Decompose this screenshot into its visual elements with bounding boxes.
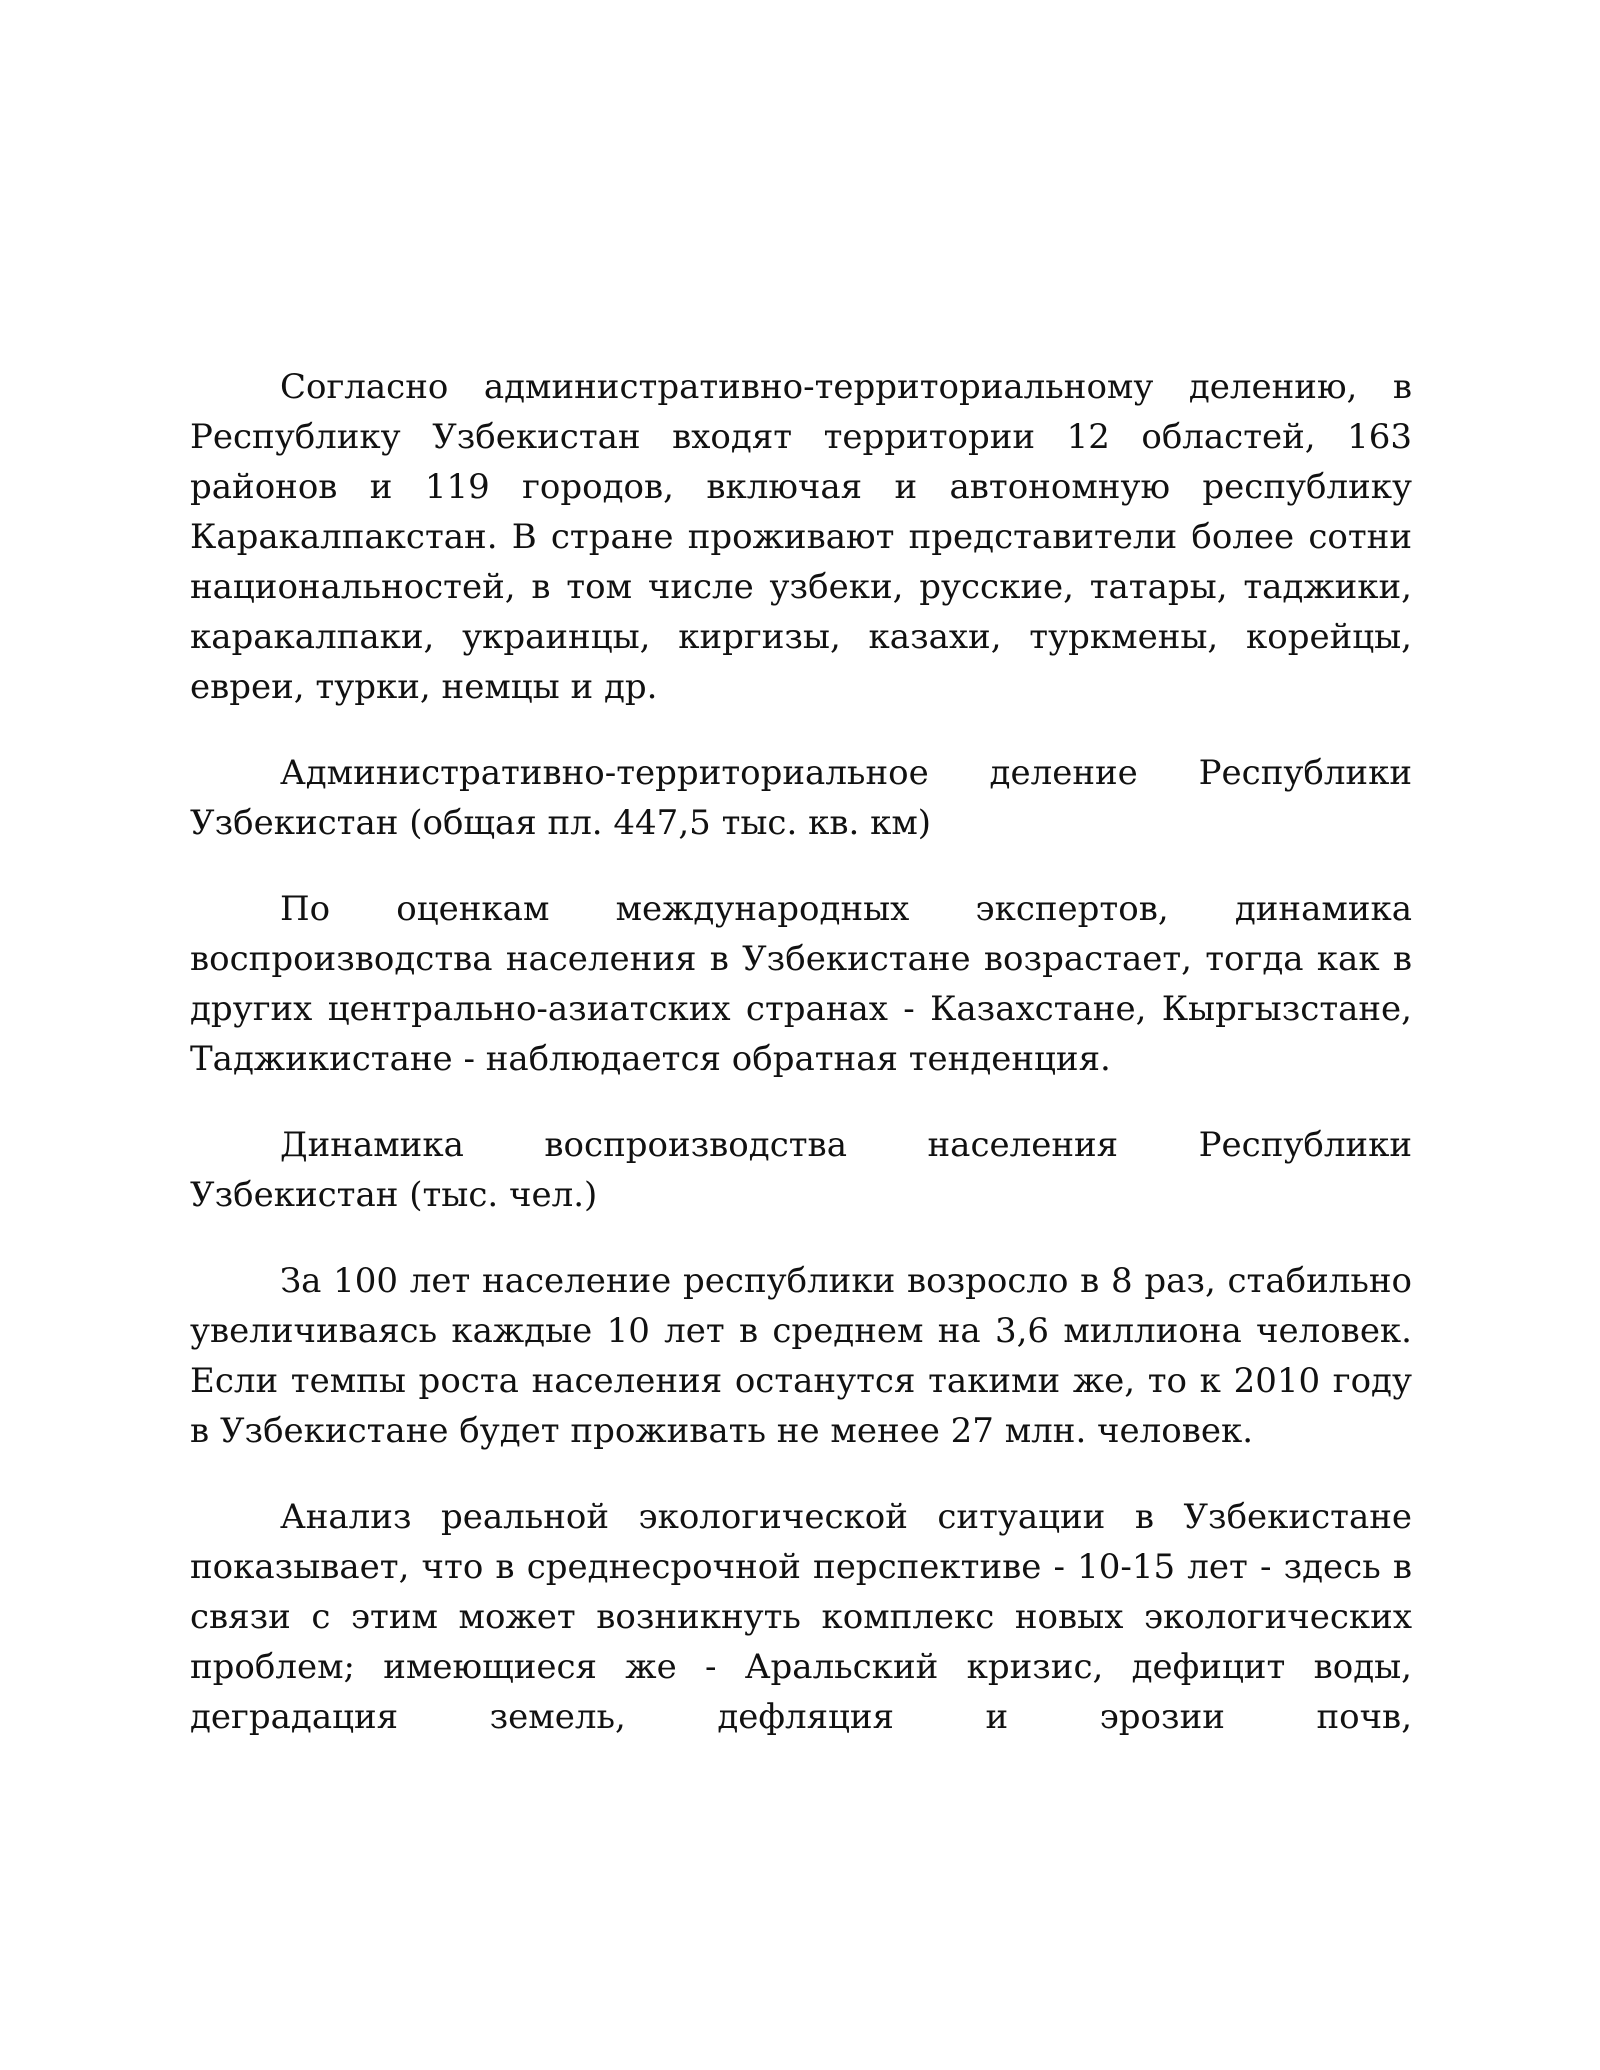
paragraph-ecological-situation: Анализ реальной экологической ситуации в Узбекистане показывает, что в среднесрочной перспективе - 10-15 лет - здесь в связи с этим может возникнуть комплекс новых экологических проблем; имеющиеся же - Аральский кризис, дефицит воды, деградация земель, дефляция и эрозии почв, <box>190 1497 1412 1737</box>
paragraph-administrative-division: Согласно административно-территориальному делению, в Республику Узбекистан входят территории 12 областей, 163 районов и 119 городов, включая и автономную республику Каракалпакстан. В стране проживают представители более сотни национальностей, в том числе узбеки, русские, татары, таджики, каракалпаки, украинцы, киргизы, казахи, туркмены, корейцы, евреи, турки, немцы и др. <box>190 367 1412 707</box>
document-body <box>190 362 1412 1742</box>
caption-administrative-division-map: Административно-территориальное деление Республики Узбекистан (общая пл. 447,5 тыс. кв. км) <box>190 753 1412 843</box>
paragraph-population-dynamics: По оценкам международных экспертов, динамика воспроизводства населения в Узбекистане возрастает, тогда как в других центрально-азиатских странах - Казахстане, Кыргызстане, Таджикистане - наблюдается обратная тенденция. <box>190 889 1412 1079</box>
caption-population-dynamics-chart: Динамика воспроизводства населения Республики Узбекистан (тыс. чел.) <box>190 1125 1412 1215</box>
paragraph-population-growth: За 100 лет население республики возросло в 8 раз, стабильно увеличиваясь каждые 10 лет в среднем на 3,6 миллиона человек. Если темпы роста населения останутся такими же, то к 2010 году в Узбекистане будет проживать не менее 27 млн. человек. <box>190 1261 1412 1451</box>
